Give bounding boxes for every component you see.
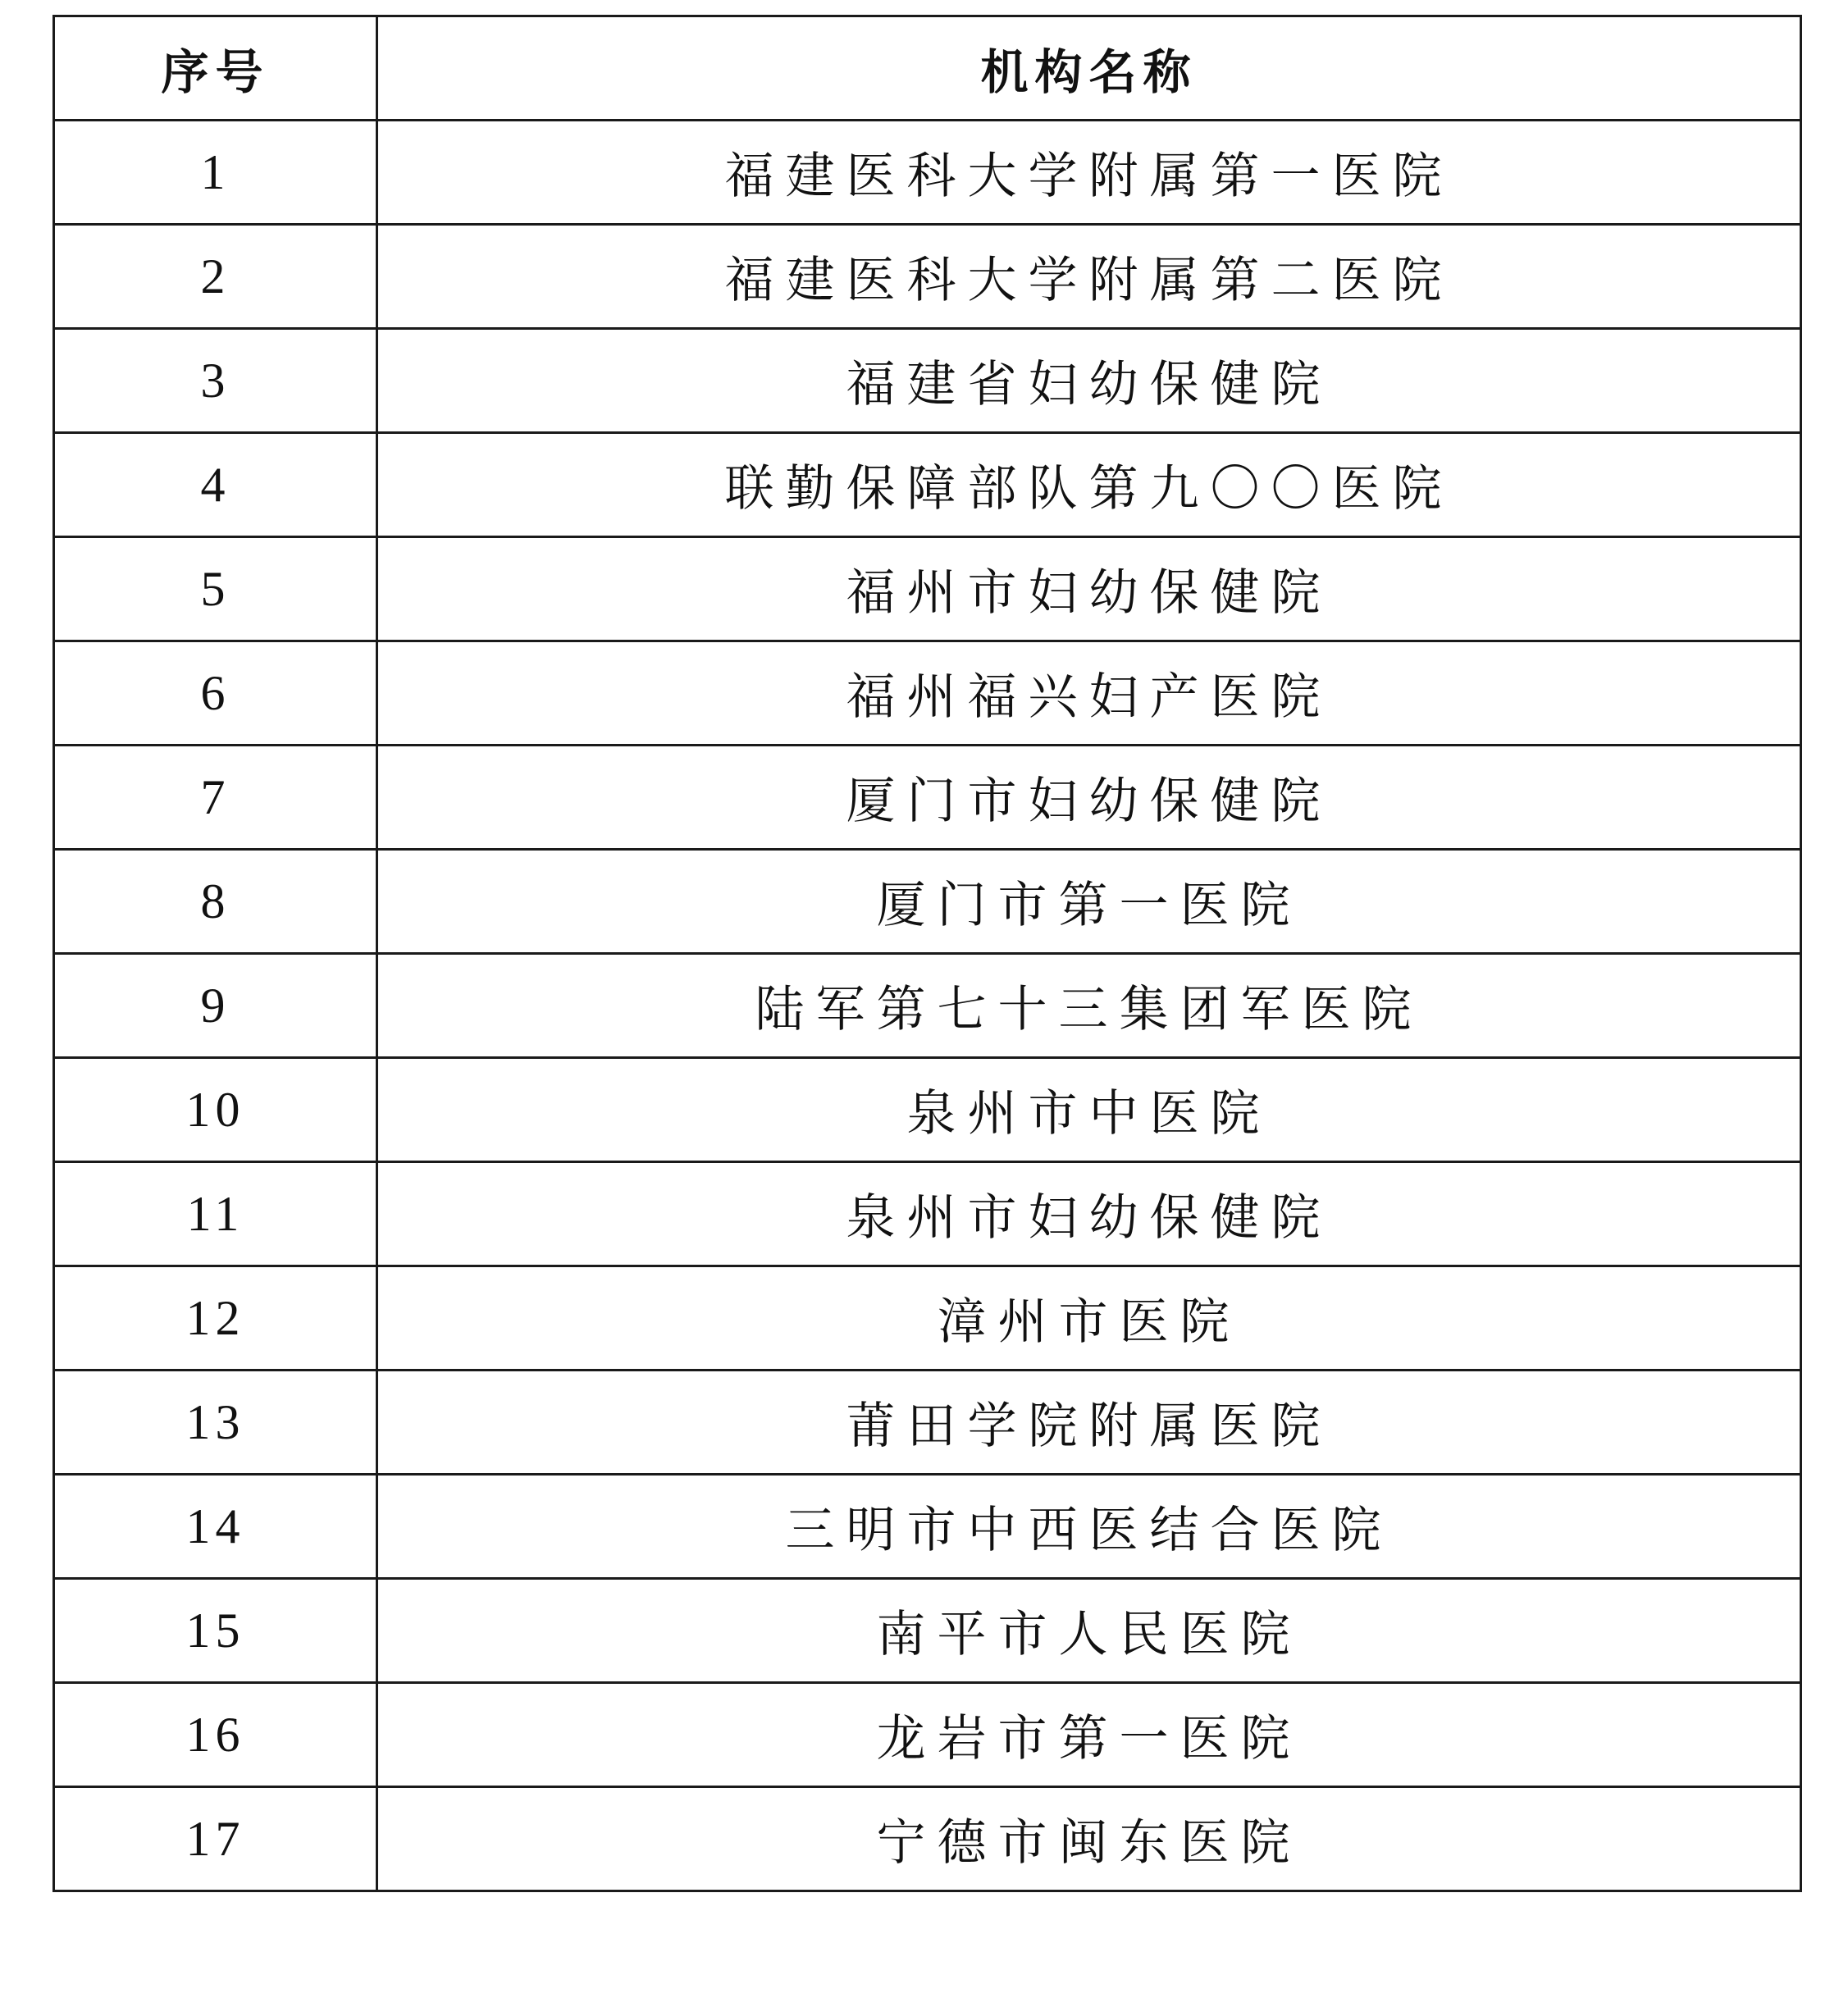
table-row: [54, 1787, 1801, 1891]
row-serial-number: 13: [54, 1371, 377, 1475]
table-row: [54, 537, 1801, 641]
row-serial-number: 14: [54, 1475, 377, 1579]
row-serial-number: 11: [54, 1162, 377, 1266]
row-institution-name: 漳州市医院: [377, 1266, 1801, 1371]
row-institution-name: 福州市妇幼保健院: [377, 537, 1801, 641]
table-row: [54, 225, 1801, 329]
table-row: [54, 1162, 1801, 1266]
row-serial-number: 12: [54, 1266, 377, 1371]
table-row: [54, 641, 1801, 746]
row-institution-name: 厦门市第一医院: [377, 850, 1801, 954]
row-serial-number: 8: [54, 850, 377, 954]
header-institution-name: 机构名称: [377, 16, 1801, 121]
row-institution-name: 福州福兴妇产医院: [377, 641, 1801, 746]
row-institution-name: 三明市中西医结合医院: [377, 1475, 1801, 1579]
table-row: [54, 1371, 1801, 1475]
row-institution-name: 莆田学院附属医院: [377, 1371, 1801, 1475]
institution-table: [52, 15, 1802, 1892]
table-row: [54, 1058, 1801, 1162]
table-row: [54, 121, 1801, 225]
row-institution-name: 厦门市妇幼保健院: [377, 746, 1801, 850]
table-header-row: [54, 16, 1801, 121]
table-row: [54, 954, 1801, 1058]
row-serial-number: 6: [54, 641, 377, 746]
row-serial-number: 7: [54, 746, 377, 850]
table-row: [54, 433, 1801, 537]
row-institution-name: 福建医科大学附属第一医院: [377, 121, 1801, 225]
table-row: [54, 850, 1801, 954]
row-serial-number: 15: [54, 1579, 377, 1683]
row-institution-name: 龙岩市第一医院: [377, 1683, 1801, 1787]
row-serial-number: 3: [54, 329, 377, 433]
row-serial-number: 4: [54, 433, 377, 537]
table-row: [54, 1683, 1801, 1787]
table-row: [54, 1266, 1801, 1371]
row-institution-name: 联勤保障部队第九〇〇医院: [377, 433, 1801, 537]
row-serial-number: 17: [54, 1787, 377, 1891]
row-institution-name: 宁德市闽东医院: [377, 1787, 1801, 1891]
table-body: [54, 121, 1801, 1891]
row-institution-name: 南平市人民医院: [377, 1579, 1801, 1683]
row-serial-number: 10: [54, 1058, 377, 1162]
row-serial-number: 2: [54, 225, 377, 329]
row-serial-number: 5: [54, 537, 377, 641]
row-institution-name: 福建省妇幼保健院: [377, 329, 1801, 433]
row-serial-number: 9: [54, 954, 377, 1058]
row-institution-name: 陆军第七十三集团军医院: [377, 954, 1801, 1058]
table-row: [54, 1579, 1801, 1683]
row-institution-name: 泉州市妇幼保健院: [377, 1162, 1801, 1266]
row-institution-name: 泉州市中医院: [377, 1058, 1801, 1162]
table-row: [54, 329, 1801, 433]
header-serial-number: 序号: [54, 16, 377, 121]
table-row: [54, 1475, 1801, 1579]
row-serial-number: 1: [54, 121, 377, 225]
table-row: [54, 746, 1801, 850]
row-serial-number: 16: [54, 1683, 377, 1787]
row-institution-name: 福建医科大学附属第二医院: [377, 225, 1801, 329]
